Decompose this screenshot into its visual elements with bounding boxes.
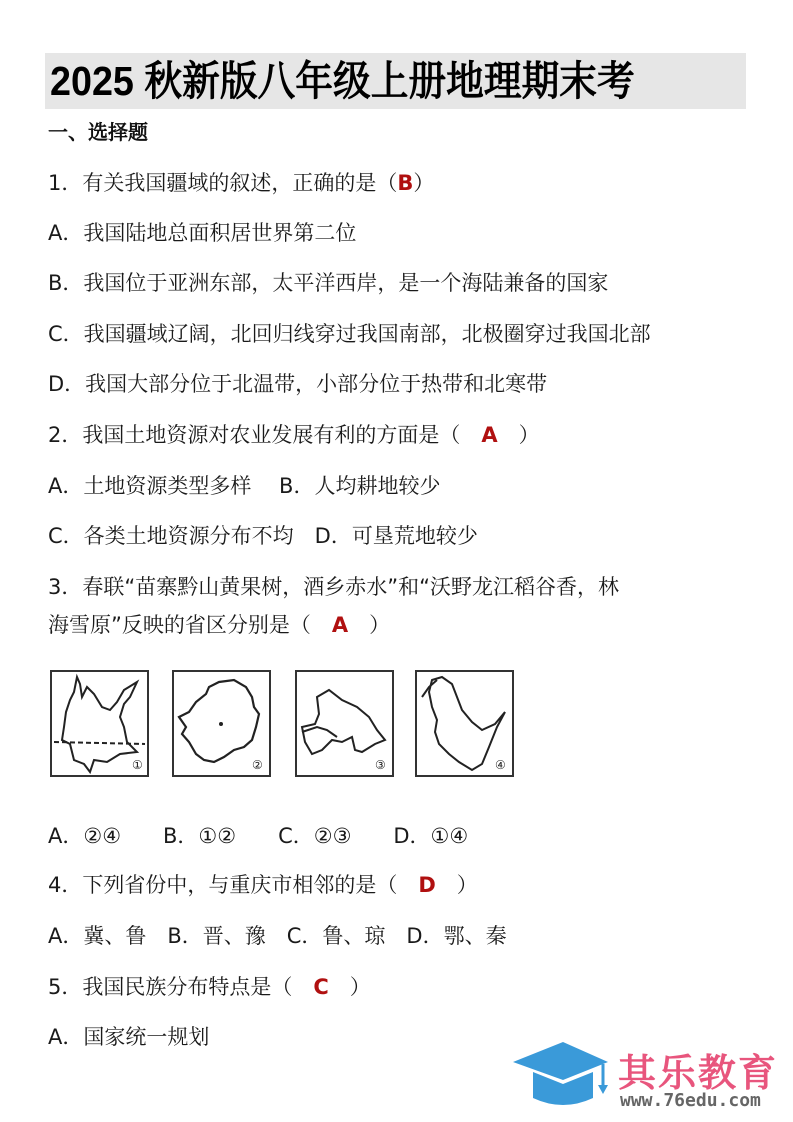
answer-mark: C: [313, 975, 329, 999]
answer-mark: B: [397, 171, 414, 195]
stem-close: ）: [435, 873, 478, 897]
graduation-cap-icon: [508, 1040, 613, 1112]
svg-text:①: ①: [132, 758, 143, 772]
question-2-options-cd: C．各类土地资源分布不均 D．可垦荒地较少: [48, 524, 478, 548]
svg-text:③: ③: [375, 758, 386, 772]
question-3-stem-line1: 3．春联“苗寨黔山黄果树，酒乡赤水”和“沃野龙江稻谷香，林: [48, 575, 619, 599]
brand-logo: [508, 1040, 788, 1115]
province-outline-icon: [297, 672, 392, 775]
stem-text: 海雪原”反映的省区分别是（: [48, 613, 332, 637]
question-1-option-a: A．我国陆地总面积居世界第二位: [48, 221, 357, 245]
stem-text: 2．我国土地资源对农业发展有利的方面是（: [48, 423, 482, 447]
province-maps-figure: [45, 662, 525, 792]
brand-url: www.76edu.com: [620, 1090, 761, 1111]
question-1-option-c: C．我国疆域辽阔，北回归线穿过我国南部，北极圈穿过我国北部: [48, 322, 651, 346]
province-outline-icon: [52, 672, 147, 775]
stem-close: ）: [413, 171, 435, 195]
answer-mark: A: [481, 423, 498, 447]
question-2-options-ab: A．土地资源类型多样 B．人均耕地较少: [48, 474, 441, 498]
question-2-stem: [48, 420, 540, 450]
stem-close: ）: [328, 975, 371, 999]
question-4-options: A．冀、鲁 B．晋、豫 C．鲁、琼 D．鄂、秦: [48, 924, 507, 948]
question-5-stem: [48, 972, 371, 1002]
answer-mark: A: [331, 613, 349, 637]
stem-close: ）: [348, 613, 391, 637]
svg-text:②: ②: [252, 758, 263, 772]
answer-mark: D: [418, 873, 436, 897]
stem-text: 4．下列省份中，与重庆市相邻的是（: [48, 873, 419, 897]
question-5-option-a: A．国家统一规划: [48, 1025, 210, 1049]
province-outline-icon: [174, 672, 269, 775]
province-outline-icon: [417, 672, 512, 775]
brand-name: 其乐教育: [618, 1051, 779, 1095]
question-1-option-d: D．我国大部分位于北温带，小部分位于热带和北寒带: [48, 372, 548, 396]
question-3-options: A．②④ B．①② C．②③ D．①④: [48, 824, 469, 848]
question-1-option-b: B．我国位于亚洲东部，太平洋西岸，是一个海陆兼备的国家: [48, 271, 609, 295]
question-4-stem: [48, 870, 478, 900]
stem-close: ）: [497, 423, 540, 447]
map-4-heilongjiang: [415, 670, 514, 777]
stem-text: 5．我国民族分布特点是（: [48, 975, 314, 999]
map-3-hubei: [295, 670, 394, 777]
map-1-yunnan: [50, 670, 149, 777]
section-heading: 一、选择题: [48, 120, 148, 144]
stem-text: 1．有关我国疆域的叙述，正确的是（: [48, 171, 398, 195]
question-3-stem-line2: [48, 610, 390, 640]
question-1-stem: [48, 168, 434, 198]
svg-text:④: ④: [495, 758, 506, 772]
map-2-guizhou: [172, 670, 271, 777]
page-title: 2025 秋新版八年级上册地理期末考: [50, 58, 635, 104]
